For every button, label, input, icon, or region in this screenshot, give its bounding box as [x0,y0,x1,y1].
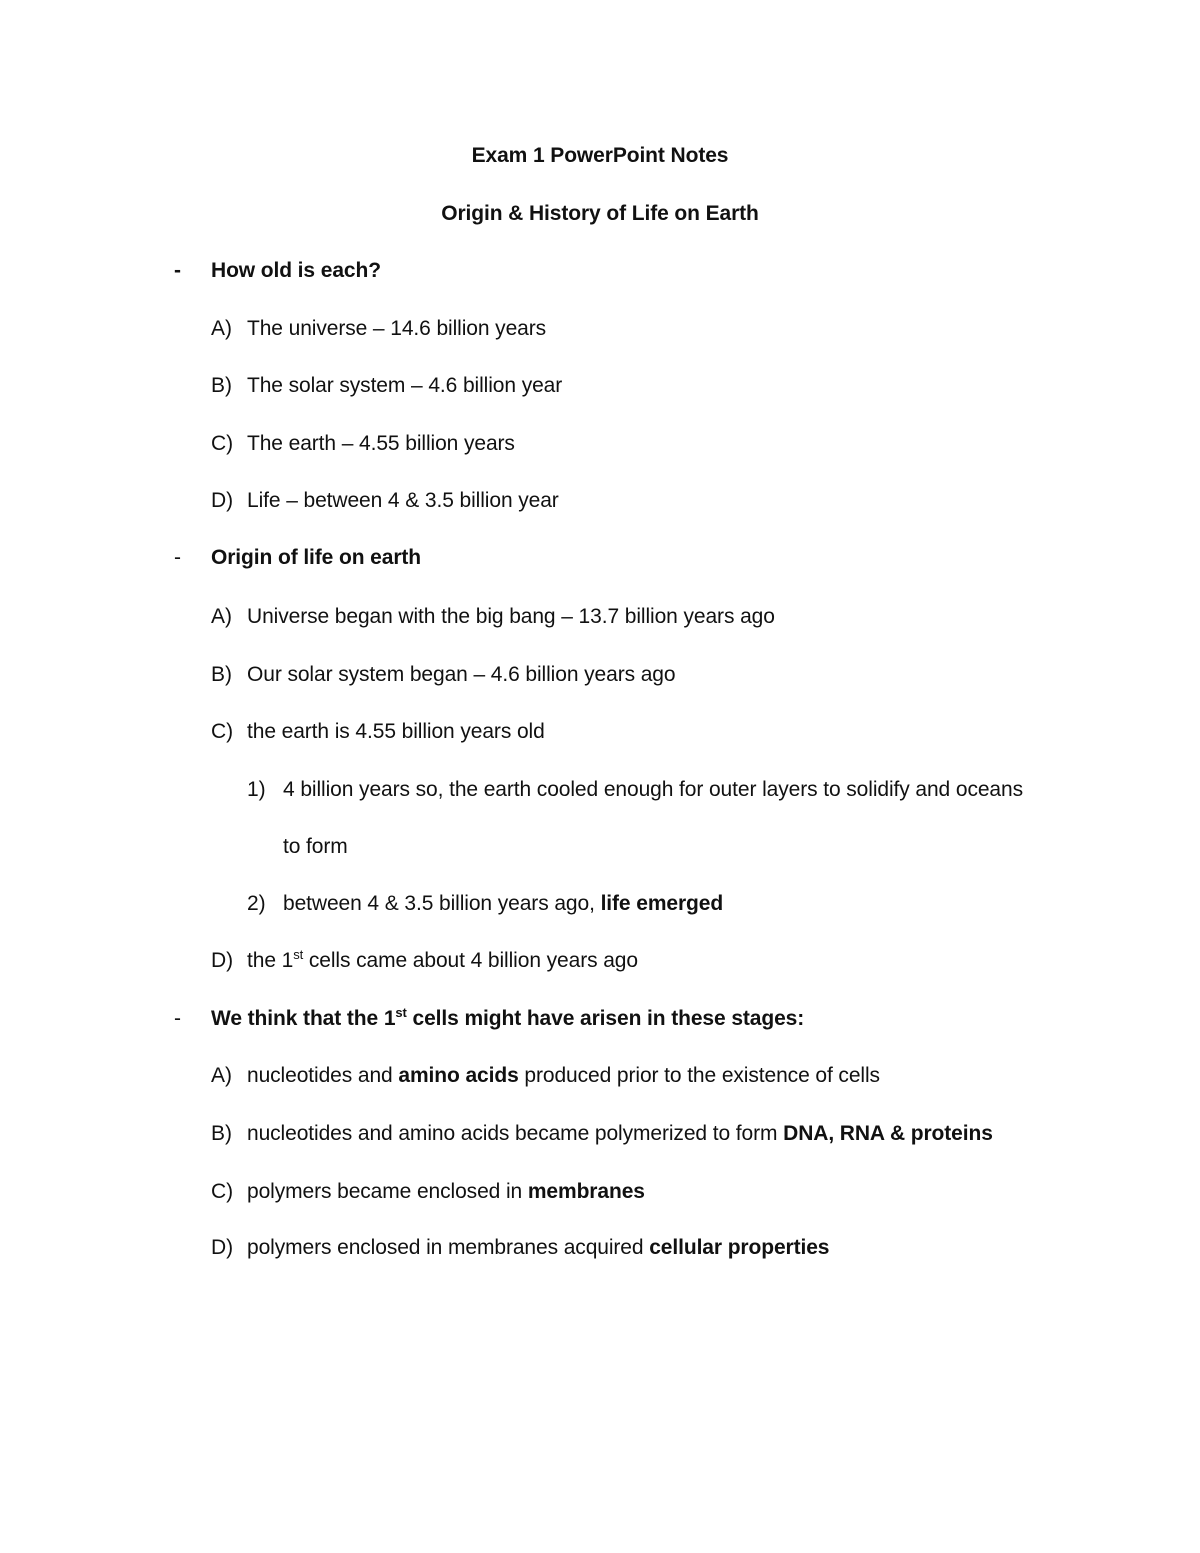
sublist-item: 4 billion years so, the earth cooled enough for outer layers to solidify and oceans [283,778,1023,801]
list-item-text: polymers enclosed in membranes acquired [247,1236,644,1259]
sublist-item-emphasis: life emerged [600,892,724,915]
list-item: Life – between 4 & 3.5 billion year [247,489,559,512]
list-item-emphasis: cellular properties [649,1236,830,1259]
list-marker: B) [211,374,232,397]
list-item: The earth – 4.55 billion years [247,432,515,455]
list-item [247,1235,829,1261]
list-item: The solar system – 4.6 billion year [247,374,563,397]
list-item-text: the 1 [247,949,294,972]
list-item-text: polymers became enclosed in [247,1180,523,1203]
ordinal-suffix: st [293,947,304,962]
list-item [247,1121,993,1147]
list-marker: C) [211,432,234,455]
list-marker: A) [211,317,232,340]
sublist-item-continuation: to form [283,835,348,858]
list-marker: A) [211,605,232,628]
section-heading: Origin of life on earth [211,546,422,569]
section-bullet: - [174,546,181,569]
section-heading [211,1006,804,1032]
list-item-emphasis: membranes [527,1180,645,1203]
sublist-item-text: between 4 & 3.5 billion years ago, [283,892,595,915]
list-marker: B) [211,663,232,686]
list-item: the earth is 4.55 billion years old [247,720,545,743]
list-item-text: cells came about 4 billion years ago [303,949,638,972]
section-heading-text: cells might have arisen in these stages: [406,1007,805,1030]
list-item: The universe – 14.6 billion years [247,317,547,340]
list-item-text: produced prior to the existence of cells [524,1064,880,1087]
list-item-emphasis: DNA, RNA & proteins [783,1122,993,1145]
list-marker: A) [211,1064,232,1087]
page-subtitle: Origin & History of Life on Earth [441,202,759,225]
list-item: Our solar system began – 4.6 billion years ago [247,663,676,686]
section-bullet: - [174,259,181,282]
section-heading: How old is each? [211,259,381,282]
list-item [247,1063,880,1089]
list-marker: D) [211,949,234,972]
list-marker: B) [211,1122,232,1145]
list-marker: D) [211,1236,234,1259]
sublist-item [283,891,723,917]
list-marker: C) [211,1180,234,1203]
list-marker: C) [211,720,234,743]
sublist-marker: 2) [247,892,266,915]
sublist-marker: 1) [247,778,266,801]
list-item [247,948,638,974]
page-title: Exam 1 PowerPoint Notes [471,144,729,167]
list-item-text: nucleotides and [247,1064,393,1087]
ordinal-suffix: st [395,1005,407,1020]
section-bullet: - [174,1007,181,1030]
section-heading-text: We think that the 1 [211,1007,396,1030]
list-item [247,1179,645,1205]
list-item: Universe began with the big bang – 13.7 billion years ago [247,605,775,628]
list-item-emphasis: amino acids [398,1064,519,1087]
list-marker: D) [211,489,234,512]
list-item-text: nucleotides and amino acids became polymerized to form [247,1122,778,1145]
